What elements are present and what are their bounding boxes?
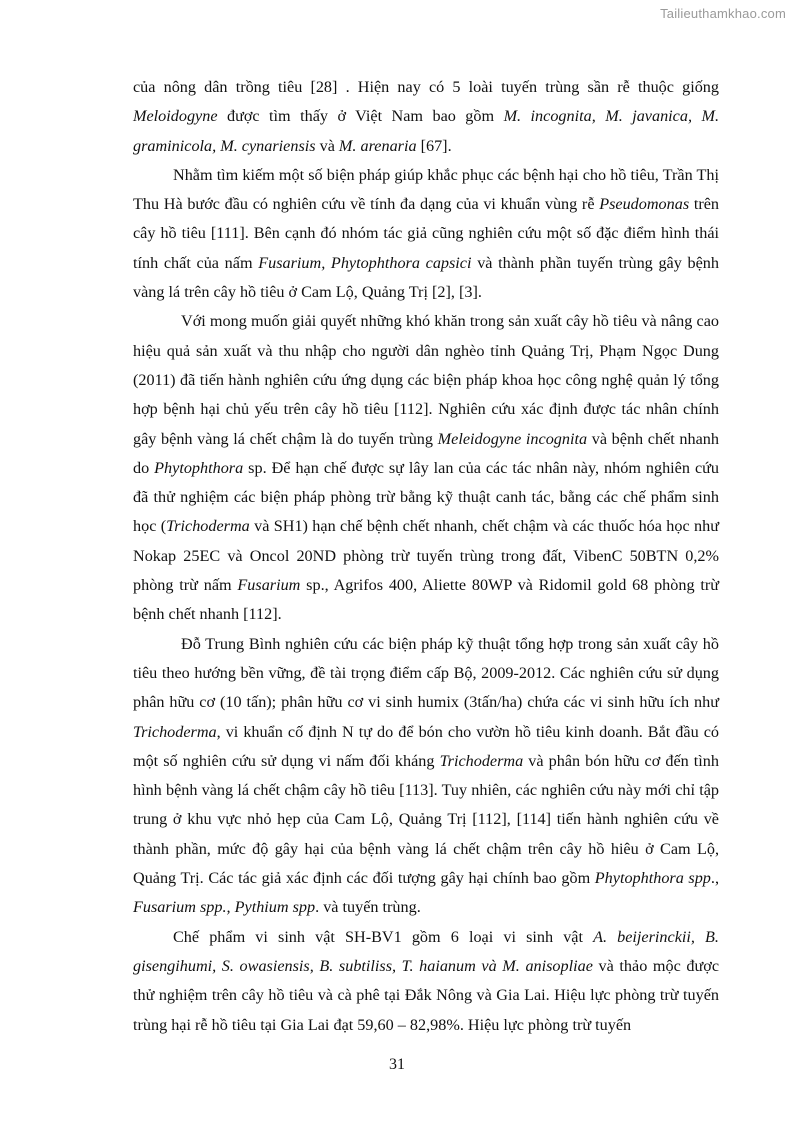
paragraph-3 — [133, 307, 719, 629]
paragraph-2 — [133, 161, 719, 307]
paragraph-1 — [133, 73, 719, 161]
italic-run: Trichoderma — [439, 751, 524, 770]
italic-run: Fusarium spp., Pythium spp — [133, 898, 316, 917]
text-run: , vi khuẩn cố định N tự do để bón cho vườn hồ tiêu kinh doanh. Bắt đầu có một số nghiên cứu sử dụng vi nấm đối kháng — [133, 722, 719, 770]
text-run: và SH1) hạn chế bệnh chết nhanh, chết chậm và các thuốc hóa học như Nokap 25EC và Oncol 20ND phòng trừ tuyến trùng trong đất, VibenC 50BTN 0,2% phòng trừ nấm — [133, 517, 719, 595]
paragraph-4 — [133, 630, 719, 923]
text-run: . và tuyến trùng. — [315, 898, 421, 917]
text-run: sp., Agrifos 400, Aliette 80WP và Ridomil gold 68 phòng trừ bệnh chết nhanh [112]. — [133, 576, 720, 624]
italic-run: Trichoderma — [166, 517, 250, 536]
text-run: ., — [710, 869, 719, 888]
text-run: [67]. — [416, 136, 452, 155]
watermark-text: Tailieuthamkhao.com — [660, 6, 786, 21]
text-run: và phân bón hữu cơ đến tình hình bệnh vàng lá chết chậm cây hồ tiêu [113]. Tuy nhiên, các nghiên cứu này mới chỉ tập trung ở khu vực nhỏ hẹp của Cam Lộ, Quảng Trị [112], [114] tiến hành nghiên cứu về thành phần, mức độ gây hại của bệnh vàng lá chết chậm trên cây hồ hiêu ở Cam Lộ, Quảng Trị. Các tác giả xác định các đối tượng gây hại chính bao gồm — [133, 751, 719, 888]
page-number: 31 — [389, 1056, 405, 1073]
text-run: Nhằm tìm kiếm một số biện pháp giúp khắc phục các bệnh hại cho hồ tiêu, Trần Thị Thu Hà bước đầu có nghiên cứu về tính đa dạng của vi khuẩn vùng rễ — [133, 165, 719, 214]
text-run: của nông dân trồng tiêu [28] . Hiện nay có 5 loài tuyến trùng sần rễ thuộc giống — [133, 78, 719, 96]
italic-run: Phytophthora — [154, 458, 244, 477]
text-run: Chế phẩm vi sinh vật SH-BV1 gồm 6 loại vi sinh vật — [173, 927, 594, 946]
text-run: Đỗ Trung Bình nghiên cứu các biện pháp kỹ thuật tổng hợp trong sản xuất cây hồ tiêu theo hướng bền vững, đề tài trọng điểm cấp Bộ, 2009-2012. Các nghiên cứu sử dụng phân hữu cơ (10 tấn); phân hữu cơ vi sinh humix (3tấn/ha) chứa các vi sinh hữu ích như — [133, 634, 719, 712]
text-run: sp. Để hạn chế được sự lây lan của các tác nhân này, nhóm nghiên cứu đã thử nghiệm các biện pháp phòng trừ bằng kỹ thuật canh tác, bằng các chế phẩm sinh học ( — [133, 458, 719, 536]
italic-run: Trichoderma — [133, 722, 217, 741]
text-run: được tìm thấy ở Việt Nam bao gồm — [217, 107, 504, 126]
italic-run: Fusarium, Phytophthora capsici — [258, 253, 472, 272]
italic-run: Meleidogyne incognita — [437, 429, 588, 448]
italic-run: M. incognita, M. javanica, M. graminicola, M. cynariensis — [133, 107, 719, 155]
text-run: và — [315, 136, 339, 155]
text-run: và thảo mộc được thử nghiệm trên cây hồ tiêu và cà phê tại Đắk Nông và Gia Lai. Hiệu lực phòng trừ tuyến trùng hại rễ hồ tiêu tại Gia Lai đạt 59,60 – 82,98%. Hiệu lực phòng trừ tuyến — [133, 956, 720, 1034]
text-run: trên cây hồ tiêu [111]. Bên cạnh đó nhóm tác giả cũng nghiên cứu một số đặc điểm hình thái tính chất của nấm — [133, 195, 720, 272]
italic-run: A. beijerinckii, B. gisengihumi, S. owasiensis, B. subtiliss, T. haianum và M. anisopliae — [133, 927, 719, 975]
italic-run: Phytophthora spp — [594, 869, 711, 888]
document-body — [133, 73, 719, 1040]
text-run: và bệnh chết nhanh do — [133, 429, 719, 477]
paragraph-5 — [133, 923, 719, 1040]
italic-run: Pseudomonas — [599, 195, 690, 214]
italic-run: Meloidogyne — [133, 107, 218, 126]
italic-run: Fusarium — [237, 576, 301, 595]
text-run: và thành phần tuyến trùng gây bệnh vàng lá trên cây hồ tiêu ở Cam Lộ, Quảng Trị [2], [3]. — [133, 253, 719, 302]
italic-run: M. arenaria — [338, 136, 417, 155]
text-run: Với mong muốn giải quyết những khó khăn trong sản xuất cây hồ tiêu và nâng cao hiệu quả sản xuất và thu nhập cho người dân nghèo tỉnh Quảng Trị, Phạm Ngọc Dung (2011) đã tiến hành nghiên cứu ứng dụng các biện pháp khoa học công nghệ quản lý tổng hợp bệnh hại chủ yếu trên cây hồ tiêu [112]. Nghiên cứu xác định được tác nhân chính gây bệnh vàng lá chết chậm là do tuyến trùng — [133, 312, 719, 448]
